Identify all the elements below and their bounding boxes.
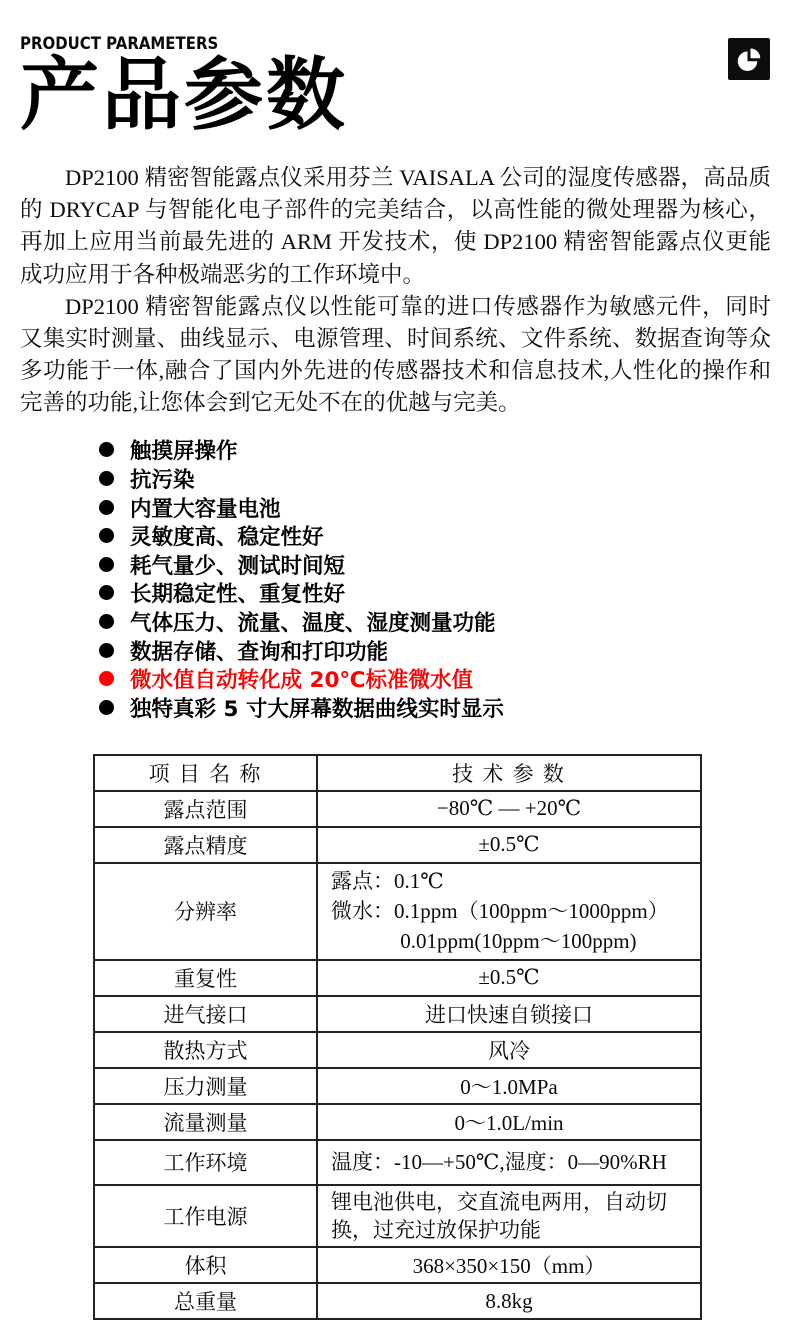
pie-chart-icon — [728, 38, 770, 80]
param-name: 露点范围 — [94, 791, 317, 827]
param-value: ±0.5℃ — [317, 960, 701, 996]
table-row — [94, 1068, 701, 1104]
bullet-dot-icon — [99, 585, 114, 600]
feature-text: 长期稳定性、重复性好 — [130, 582, 346, 608]
feature-item — [99, 693, 790, 722]
param-name: 总重量 — [94, 1283, 317, 1319]
table-row — [94, 1247, 701, 1283]
feature-item — [99, 607, 790, 636]
table-row — [94, 827, 701, 863]
feature-list — [99, 436, 790, 722]
table-row — [94, 791, 701, 827]
feature-item — [99, 636, 790, 665]
table-row — [94, 996, 701, 1032]
param-name: 工作环境 — [94, 1140, 317, 1185]
page-header — [0, 0, 790, 141]
feature-text: 数据存储、查询和打印功能 — [130, 639, 389, 665]
resolution-line-3: 0.01ppm(10ppm～100ppm) — [400, 929, 637, 954]
resolution-line-2: 微水：0.1ppm（100ppm～1000ppm） — [331, 899, 669, 924]
bullet-dot-icon — [99, 671, 114, 686]
spec-table — [93, 754, 702, 1321]
param-name: 露点精度 — [94, 827, 317, 863]
feature-item — [99, 550, 790, 579]
table-row — [94, 863, 701, 960]
feature-text: 微水值自动转化成 20℃标准微水值 — [130, 668, 473, 694]
feature-text: 内置大容量电池 — [130, 496, 281, 522]
bullet-dot-icon — [99, 442, 114, 457]
table-row — [94, 1140, 701, 1185]
param-value: 8.8kg — [317, 1283, 701, 1319]
bullet-dot-icon — [99, 471, 114, 486]
param-value: ±0.5℃ — [317, 827, 701, 863]
feature-item — [99, 579, 790, 608]
param-value: 368×350×150（mm） — [317, 1247, 701, 1283]
feature-item — [99, 493, 790, 522]
intro-section — [20, 162, 771, 420]
intro-paragraph-2: DP2100 精密智能露点仪以性能可靠的进口传感器作为敏感元件，同时又集实时测量、曲线显示、电源管理、时间系统、文件系统、数据查询等众多功能于一体,融合了国内外先进的传感器技术和信息技术,人性化的操作和完善的功能,让您体会到它无处不在的优越与完美。 — [20, 293, 771, 416]
bullet-dot-icon — [99, 557, 114, 572]
feature-item — [99, 436, 790, 465]
feature-item — [99, 464, 790, 493]
feature-text: 灵敏度高、稳定性好 — [130, 525, 324, 551]
param-name: 散热方式 — [94, 1032, 317, 1068]
param-name: 压力测量 — [94, 1068, 317, 1104]
table-row — [94, 1283, 701, 1319]
param-name: 进气接口 — [94, 996, 317, 1032]
feature-item — [99, 521, 790, 550]
feature-text: 耗气量少、测试时间短 — [130, 553, 346, 579]
page-title: 产品参数 — [20, 49, 348, 141]
bullet-dot-icon — [99, 643, 114, 658]
feature-text: 气体压力、流量、温度、湿度测量功能 — [130, 610, 496, 636]
param-value: 0～1.0L/min — [317, 1104, 701, 1140]
param-value — [317, 863, 701, 960]
param-name: 分辨率 — [94, 863, 317, 960]
bullet-dot-icon — [99, 614, 114, 629]
feature-item-highlight — [99, 664, 790, 693]
bullet-dot-icon — [99, 528, 114, 543]
column-header-name: 项 目 名 称 — [94, 755, 317, 791]
param-value: 进口快速自锁接口 — [317, 996, 701, 1032]
intro-paragraph-1: DP2100 精密智能露点仪采用芬兰 VAISALA 公司的湿度传感器，高品质的 DRYCAP 与智能化电子部件的完美结合，以高性能的微处理器为核心，再加上应用当前最先进的 ARM 开发技术，使 DP2100 精密智能露点仪更能成功应用于各种极端恶劣的工作环境中。 — [20, 165, 771, 287]
feature-text: 抗污染 — [130, 468, 195, 494]
feature-text: 触摸屏操作 — [130, 439, 238, 465]
param-value: 温度：-10—+50℃,湿度：0—90%RH — [317, 1140, 701, 1185]
eyebrow-text: PRODUCT PARAMETERS — [20, 34, 219, 54]
spec-table-header-row — [94, 755, 701, 791]
table-row — [94, 1185, 701, 1248]
bullet-dot-icon — [99, 500, 114, 515]
param-value: 0～1.0MPa — [317, 1068, 701, 1104]
feature-text: 独特真彩 5 寸大屏幕数据曲线实时显示 — [130, 696, 504, 722]
param-value: −80℃ — +20℃ — [317, 791, 701, 827]
param-value: 风冷 — [317, 1032, 701, 1068]
param-name: 工作电源 — [94, 1185, 317, 1248]
table-row — [94, 1032, 701, 1068]
table-row — [94, 960, 701, 996]
param-name: 重复性 — [94, 960, 317, 996]
param-value: 锂电池供电，交直流电两用，自动切换，过充过放保护功能 — [317, 1185, 701, 1248]
bullet-dot-icon — [99, 700, 114, 715]
param-name: 流量测量 — [94, 1104, 317, 1140]
table-row — [94, 1104, 701, 1140]
resolution-line-1: 露点：0.1℃ — [331, 869, 444, 894]
param-name: 体积 — [94, 1247, 317, 1283]
column-header-value: 技 术 参 数 — [317, 755, 701, 791]
